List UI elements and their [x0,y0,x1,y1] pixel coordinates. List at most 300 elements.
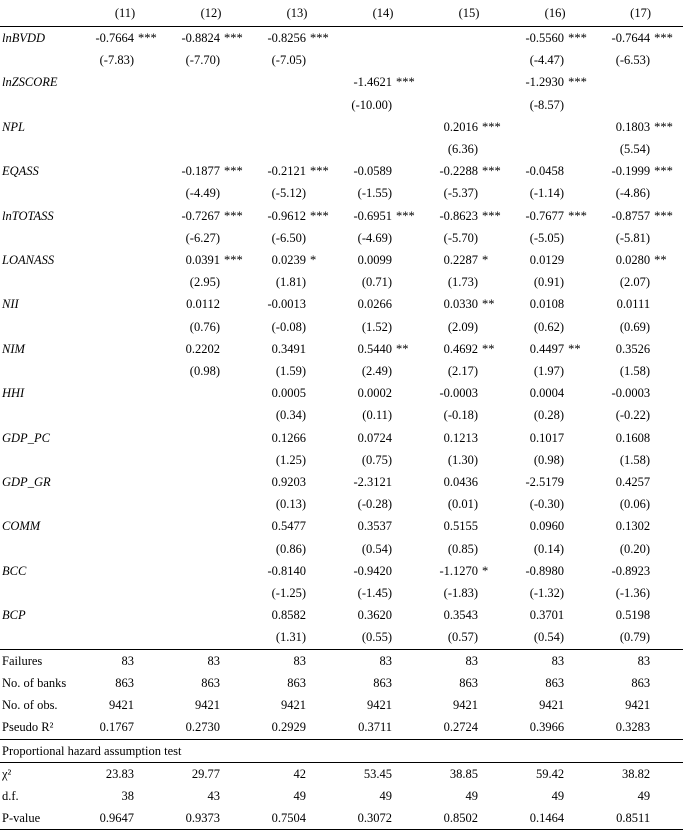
cell-value: 0.4497 [529,341,565,356]
significance-stars [394,427,426,449]
cell-spacer [222,649,254,672]
cell-value: (-1.55) [357,186,393,201]
cell-value: 38 [121,788,134,803]
cell-value: 0.9373 [168,807,222,830]
cell-value: 0.2202 [185,341,220,356]
significance-stars: * [310,253,317,268]
significance-stars [566,293,598,315]
cell-spacer [566,694,598,716]
cell-spacer [136,672,168,694]
cell-value: -0.0003 [611,386,651,401]
cell-spacer [480,762,512,785]
cell-value [168,604,222,626]
significance-stars [222,560,254,582]
significance-stars [394,182,426,204]
cell-value: 863 [373,675,393,690]
cell-value: (-7.05) [271,53,307,68]
cell-value: (0.06) [619,497,651,512]
cell-value: 0.3072 [340,807,394,830]
significance-stars [394,271,426,293]
cell-value [512,116,566,138]
cell-spacer [136,649,168,672]
significance-stars [136,49,168,71]
cell-value: 863 [459,675,479,690]
cell-value: 0.3537 [357,519,393,534]
cell-value: 0.7504 [254,807,308,830]
significance-stars [136,227,168,249]
significance-stars [136,360,168,382]
significance-stars: *** [138,31,157,45]
row-label: No. of obs. [2,698,58,713]
row-label: BCC [2,563,27,578]
cell-spacer [652,785,683,807]
cell-value: (0.98) [533,452,565,467]
significance-stars [394,293,426,315]
significance-stars: *** [310,31,329,45]
significance-stars [308,582,340,604]
significance-stars: *** [654,31,673,45]
significance-stars [394,94,426,116]
significance-stars [566,49,598,71]
cell-spacer [394,672,426,694]
cell-value: 0.3701 [529,608,565,623]
significance-stars [308,626,340,649]
significance-stars [394,116,426,138]
cell-value: (6.36) [447,142,479,157]
significance-stars [308,227,340,249]
significance-stars [308,515,340,537]
row-label: GDP_PC [2,430,50,445]
cell-value: 49 [551,788,565,803]
table-row [0,582,683,604]
cell-value: -0.7644 [611,31,651,45]
cell-value: 0.1608 [615,430,651,445]
cell-value [82,182,136,204]
significance-stars [136,293,168,315]
cell-value: (0.76) [189,319,220,334]
cell-value [82,471,136,493]
cell-value [82,515,136,537]
cell-value: 9421 [195,698,220,713]
cell-value: -0.8923 [611,563,651,578]
row-label [0,360,82,382]
cell-value: 49 [293,788,307,803]
cell-value: (-6.27) [185,230,220,245]
cell-value [82,338,136,360]
cell-value: (0.62) [533,319,565,334]
significance-stars [136,493,168,515]
significance-stars [480,538,512,560]
cell-value: -0.7267 [181,208,220,223]
cell-value: -0.8824 [181,31,220,45]
significance-stars: ** [396,341,409,356]
significance-stars: *** [482,164,501,179]
cell-value: (-0.08) [271,319,307,334]
cell-value [82,138,136,160]
row-label [0,271,82,293]
cell-spacer [308,807,340,830]
table-row [0,316,683,338]
cell-value [512,138,566,160]
significance-stars [222,404,254,426]
significance-stars [480,382,512,404]
significance-stars [394,449,426,471]
significance-stars [136,449,168,471]
row-label: Failures [2,653,43,668]
row-label [0,404,82,426]
significance-stars [652,49,683,71]
cell-value [82,205,136,227]
cell-value: 53.45 [363,766,393,781]
cell-value: 49 [465,788,479,803]
significance-stars [566,116,598,138]
cell-value [168,471,222,493]
cell-value: (-6.53) [615,53,651,68]
cell-value: (-7.70) [185,53,220,68]
significance-stars [566,360,598,382]
cell-value: (-6.50) [271,230,307,245]
significance-stars [136,515,168,537]
significance-stars [394,49,426,71]
cell-value [254,116,308,138]
cell-value: 863 [631,675,651,690]
cell-value: 0.4692 [443,341,479,356]
cell-value [426,71,480,93]
test-row [0,807,683,830]
header-blank [0,0,82,27]
cell-value: 38.85 [449,766,479,781]
cell-value [168,449,222,471]
cell-value: -0.1877 [181,164,220,179]
table-row [0,271,683,293]
cell-value [254,138,308,160]
cell-spacer [136,716,168,739]
cell-value: 49 [637,788,651,803]
cell-value: (-4.69) [357,230,393,245]
cell-value: (0.54) [361,541,393,556]
significance-stars [308,449,340,471]
cell-value [168,94,222,116]
cell-value: 0.0391 [185,253,220,268]
significance-stars [480,316,512,338]
table-row [0,604,683,626]
significance-stars: *** [310,208,329,223]
significance-stars [308,471,340,493]
header-row [0,0,683,27]
cell-spacer [566,672,598,694]
significance-stars [480,227,512,249]
significance-stars [136,116,168,138]
cell-value: (0.54) [512,626,566,649]
cell-value: 0.2724 [443,720,479,735]
cell-value: 0.0266 [357,297,393,312]
significance-stars [308,316,340,338]
stats-row [0,649,683,672]
cell-value: -0.7677 [525,208,565,223]
cell-value: (5.54) [619,142,651,157]
significance-stars [394,249,426,271]
significance-stars [136,604,168,626]
cell-value: 0.0112 [186,297,220,312]
cell-value: 0.8511 [598,807,652,830]
cell-value: 83 [465,653,479,668]
cell-value [426,27,480,50]
cell-value [82,227,136,249]
significance-stars: *** [396,75,415,90]
cell-value: (-7.83) [99,53,134,68]
table-row [0,71,683,93]
significance-stars [566,160,598,182]
test-row [0,785,683,807]
significance-stars [652,382,683,404]
cell-value: -0.0589 [353,164,393,179]
cell-value: 0.1266 [271,430,307,445]
significance-stars [394,471,426,493]
significance-stars [308,293,340,315]
cell-value: (-1.36) [615,586,651,601]
significance-stars [136,205,168,227]
cell-spacer [566,762,598,785]
significance-stars [222,138,254,160]
significance-stars [136,160,168,182]
cell-spacer [136,807,168,830]
significance-stars [222,71,254,93]
cell-spacer [652,649,683,672]
significance-stars: *** [224,164,243,179]
cell-value [82,94,136,116]
cell-value: 0.3526 [615,341,651,356]
cell-value: 9421 [367,698,393,713]
cell-value: (-0.30) [529,497,565,512]
cell-value: 0.2730 [185,720,220,735]
cell-value: -0.8140 [267,563,307,578]
significance-stars: * [482,253,489,268]
cell-value: 0.0280 [615,253,651,268]
cell-spacer [222,672,254,694]
significance-stars [308,338,340,360]
cell-value [168,427,222,449]
cell-value [168,582,222,604]
table-row [0,360,683,382]
significance-stars [222,293,254,315]
cell-value: (0.91) [533,275,565,290]
cell-spacer [394,649,426,672]
row-label: d.f. [2,788,19,803]
significance-stars [652,138,683,160]
cell-value [340,27,394,50]
cell-spacer [394,694,426,716]
section-title-row [0,739,683,762]
row-label: LOANASS [2,253,55,268]
significance-stars [652,94,683,116]
significance-stars [136,138,168,160]
row-label [0,449,82,471]
cell-value [168,71,222,93]
significance-stars [308,271,340,293]
significance-stars [394,493,426,515]
significance-stars [222,626,254,649]
cell-value: -2.5179 [525,475,565,490]
significance-stars [394,360,426,382]
table-row [0,382,683,404]
cell-value [82,404,136,426]
cell-value [82,271,136,293]
cell-value [340,116,394,138]
cell-spacer [652,694,683,716]
cell-value: (0.86) [275,541,307,556]
cell-spacer [566,716,598,739]
row-label: EQASS [2,164,39,179]
table-row [0,227,683,249]
cell-value: 83 [637,653,651,668]
cell-value [82,360,136,382]
cell-value: 0.3711 [358,720,393,735]
cell-value: -0.8623 [439,208,479,223]
row-label [0,493,82,515]
cell-value: (2.07) [619,275,651,290]
cell-value: (0.79) [598,626,652,649]
cell-value: -0.0003 [439,386,479,401]
row-label: lnBVDD [2,31,46,45]
cell-value: 38.82 [621,766,651,781]
cell-value: 9421 [539,698,565,713]
cell-value [598,94,652,116]
cell-value [82,71,136,93]
cell-value: 9421 [109,698,134,713]
cell-spacer [652,762,683,785]
cell-value [426,94,480,116]
column-header: (15) [426,0,512,27]
significance-stars [566,227,598,249]
cell-value: 0.0129 [529,253,565,268]
cell-spacer [136,785,168,807]
significance-stars [308,538,340,560]
significance-stars [394,316,426,338]
significance-stars [136,271,168,293]
significance-stars [652,449,683,471]
row-label: χ² [2,766,12,781]
significance-stars [308,404,340,426]
cell-value: (1.30) [447,452,479,467]
significance-stars [652,493,683,515]
cell-value: 0.0004 [529,386,565,401]
cell-value [426,49,480,71]
significance-stars [652,316,683,338]
cell-value: 863 [287,675,307,690]
significance-stars [222,493,254,515]
row-label [0,582,82,604]
cell-spacer [308,762,340,785]
significance-stars [480,404,512,426]
cell-value: 29.77 [191,766,220,781]
row-label [0,626,82,649]
significance-stars: *** [654,164,673,179]
significance-stars [480,449,512,471]
significance-stars [308,382,340,404]
cell-spacer [566,785,598,807]
cell-spacer [652,807,683,830]
cell-value: 0.9647 [82,807,136,830]
significance-stars [480,427,512,449]
cell-value: 49 [379,788,393,803]
significance-stars [136,94,168,116]
cell-value: -0.7664 [95,31,134,45]
table-row [0,205,683,227]
cell-spacer [566,649,598,672]
significance-stars: *** [310,164,329,179]
cell-value [82,604,136,626]
column-header: (11) [82,0,168,27]
significance-stars [308,49,340,71]
cell-value: -0.2121 [267,164,307,179]
significance-stars [566,493,598,515]
cell-value: (0.13) [275,497,307,512]
row-label: P-value [0,807,82,830]
significance-stars: *** [224,253,243,268]
cell-spacer [222,785,254,807]
table-row [0,182,683,204]
significance-stars [480,271,512,293]
significance-stars [652,271,683,293]
cell-value: (1.73) [447,275,479,290]
cell-value: (1.31) [254,626,308,649]
table-row [0,493,683,515]
row-label: BCP [2,608,26,623]
cell-value [254,94,308,116]
cell-value: 0.1767 [99,720,134,735]
significance-stars [566,316,598,338]
stats-row [0,694,683,716]
cell-value: (1.58) [619,364,651,379]
significance-stars [480,138,512,160]
cell-value: (-10.00) [351,97,393,112]
cell-value: (1.81) [275,275,307,290]
significance-stars [566,404,598,426]
cell-value: -1.2930 [525,75,565,90]
significance-stars [652,560,683,582]
cell-value: 0.5477 [271,519,307,534]
cell-value: 0.8502 [426,807,480,830]
significance-stars [652,71,683,93]
significance-stars [308,427,340,449]
cell-value [82,382,136,404]
cell-spacer [222,716,254,739]
cell-value: 0.0960 [529,519,565,534]
table-row [0,116,683,138]
significance-stars [652,182,683,204]
significance-stars [652,471,683,493]
cell-value: -0.8980 [525,563,565,578]
cell-spacer [480,807,512,830]
cell-value: (-1.45) [357,586,393,601]
significance-stars [222,515,254,537]
cell-value: -0.9612 [267,208,307,223]
cell-value: (0.69) [619,319,651,334]
cell-spacer [136,762,168,785]
cell-value: (0.85) [447,541,479,556]
significance-stars [480,360,512,382]
cell-value: (-8.57) [529,97,565,112]
significance-stars [566,94,598,116]
significance-stars [308,116,340,138]
cell-value: 83 [379,653,393,668]
significance-stars [652,538,683,560]
cell-spacer [222,762,254,785]
table-row [0,404,683,426]
cell-value [82,427,136,449]
cell-value: 0.3620 [357,608,393,623]
cell-value: (2.95) [189,275,220,290]
